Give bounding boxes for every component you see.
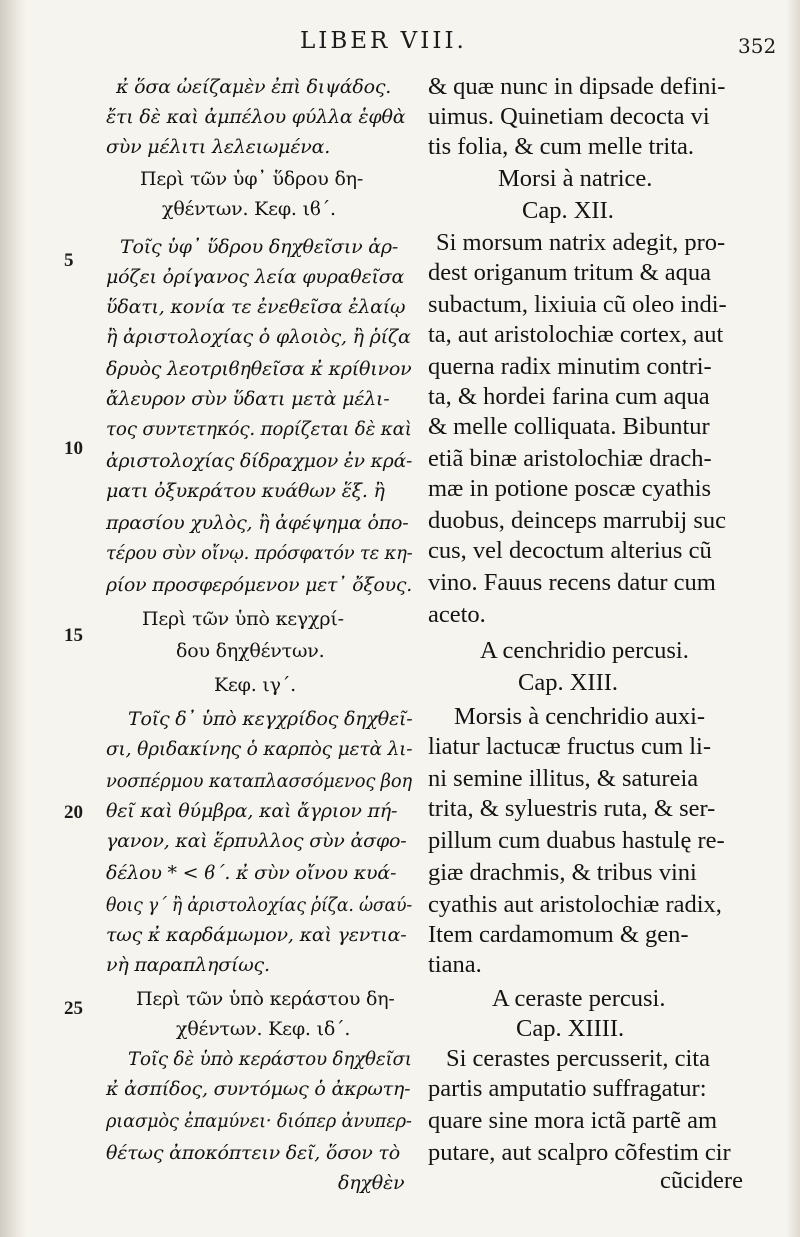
latin-line: putare, aut scalpro cõfestim cir <box>428 1139 731 1166</box>
greek-line: νὴ παραπλησίως. <box>106 954 270 976</box>
latin-line: uimus. Quinetiam decocta vi <box>428 103 710 130</box>
greek-line: τως κ̓ καρδάμωμον, καὶ γεντια- <box>106 924 407 946</box>
line-number: 20 <box>64 802 83 823</box>
latin-line: aceto. <box>428 601 486 628</box>
greek-line: ἔτι δὲ καὶ ἀμπέλου φύλλα ἑφθὰ <box>106 106 406 128</box>
greek-line: γανον, καὶ ἕρπυλλος σὺν ἀσφο- <box>106 830 407 852</box>
latin-line: ni semine illitus, & satureia <box>428 765 699 792</box>
latin-line: partis amputatio suffragatur: <box>428 1075 707 1102</box>
latin-line: Morsis à cenchridio auxi- <box>454 703 706 730</box>
latin-line: liatur lactucæ fructus cum li- <box>428 733 712 760</box>
latin-line: tis folia, & cum melle trita. <box>428 133 695 160</box>
line-number: 15 <box>64 625 83 646</box>
line-number: 5 <box>64 250 74 271</box>
greek-chapter-heading: χθέντων. Κεφ. ιδ΄. <box>176 1018 351 1040</box>
greek-line: ρίον προσφερόμενον μετ᾽ ὄξους. <box>106 574 413 596</box>
latin-chapter-heading: Cap. XII. <box>522 197 614 224</box>
latin-line: etiã binæ aristolochiæ drach- <box>428 445 712 472</box>
greek-line: νοσπέρμου καταπλασσόμενος βοη <box>106 770 412 792</box>
greek-line: θοις γ΄ ἢ ἀριστολοχίας ῥίζα. ὡσαύ- <box>106 894 413 916</box>
latin-line: Si morsum natrix adegit, pro- <box>436 229 726 256</box>
greek-chapter-heading: Κεφ. ιγ΄. <box>214 674 296 696</box>
latin-line: Si cerastes percusserit, cita <box>446 1045 710 1072</box>
greek-line: μόζει ὀρίγανος λεία φυραθεῖσα <box>106 266 405 288</box>
line-number: 10 <box>64 438 83 459</box>
latin-line: cyathis aut aristolochiæ radix, <box>428 891 722 918</box>
greek-line: τέρου σὺν οἴνῳ. πρόσφατόν τε κη- <box>106 542 413 564</box>
greek-line: σι, θριδακίνης ὁ καρπὸς μετὰ λι- <box>106 738 413 760</box>
latin-line: subactum, lixiuia cũ oleo indi- <box>428 291 727 318</box>
greek-line: δέλου * < ϐ΄. κ̓ σὺν οἴνου κυά- <box>106 862 397 884</box>
greek-line: θεῖ καὶ θύμβρα, καὶ ἄγριον πή- <box>106 800 398 822</box>
latin-line: vino. Fauus recens datur cum <box>428 569 716 596</box>
latin-line: querna radix minutim contri- <box>428 353 712 380</box>
latin-line: & quæ nunc in dipsade defini- <box>428 73 726 100</box>
greek-line: κ̓ ὅσα ὠείζαμὲν ἐπὶ διψάδος. <box>116 76 392 98</box>
latin-line: duobus, deinceps marrubij suc <box>428 507 727 534</box>
greek-line: Τοῖς δὲ ὑπὸ κεράστου δηχθεῖσι <box>128 1048 412 1070</box>
latin-line: ta, aut aristolochiæ cortex, aut <box>428 321 724 348</box>
latin-line: Item cardamomum & gen- <box>428 921 689 948</box>
latin-chapter-heading: Cap. XIII. <box>518 669 619 696</box>
latin-section-heading: A cenchridio percusi. <box>480 637 689 664</box>
greek-line: σὺν μέλιτι λελειωμένα. <box>106 136 331 158</box>
page-binding-shadow <box>0 0 26 1237</box>
greek-line: θέτως ἀποκόπτειν δεῖ, ὅσον τὸ <box>106 1142 400 1164</box>
greek-line: Τοῖς ὑφ᾽ ὕδρου δηχθεῖσιν ἁρ- <box>120 236 399 258</box>
greek-chapter-heading: χθέντων. Κεφ. ιϐ΄. <box>162 198 336 220</box>
latin-line: trita, & syluestris ruta, & ser- <box>428 795 716 822</box>
latin-line: dest origanum tritum & aqua <box>428 259 712 286</box>
latin-catchword: cũcidere <box>660 1167 743 1194</box>
latin-line: mæ in potione poscæ cyathis <box>428 475 712 502</box>
greek-line: ἄλευρον σὺν ὕδατι μετὰ μέλι- <box>106 388 390 410</box>
greek-section-heading: Περὶ τῶν ὑπὸ κεγχρί- <box>142 608 344 630</box>
latin-line: & melle colliquata. Bibuntur <box>428 413 710 440</box>
greek-line: Τοῖς δ᾽ ὑπὸ κεγχρίδος δηχθεῖ- <box>128 708 413 730</box>
greek-line: ἢ ἀριστολοχίας ὁ φλοιὸς, ἢ ῥίζα <box>106 326 411 348</box>
greek-line: δρυὸς λεοτριϐηθεῖσα κ̓ κρίθινον <box>106 358 412 380</box>
latin-line: ta, & hordei farina cum aqua <box>428 383 710 410</box>
greek-line: τος συντετηκός. πορίζεται δὲ καὶ <box>106 418 412 440</box>
greek-section-heading: Περὶ τῶν ὑφ᾽ ὕδρου δη- <box>140 168 364 190</box>
greek-line: ματι ὀξυκράτου κυάθων ἕξ. ἢ <box>106 480 385 502</box>
greek-line: ἀριστολοχίας δίδραχμον ἐν κρά- <box>106 450 413 472</box>
greek-section-heading: δου δηχθέντων. <box>176 640 325 662</box>
page-edge-shadow <box>786 0 800 1237</box>
latin-section-heading: Morsi à natrice. <box>498 165 653 192</box>
greek-line: πρασίου χυλὸς, ἢ ἀφέψημα ὁπο- <box>106 512 409 534</box>
greek-section-heading: Περὶ τῶν ὑπὸ κεράστου δη- <box>136 988 395 1010</box>
latin-line: quare sine mora ictã partẽ am <box>428 1107 718 1134</box>
folio-number: 352 <box>738 34 777 58</box>
latin-line: tiana. <box>428 951 482 978</box>
running-title: LIBER VIII. <box>300 28 467 54</box>
latin-line: cus, vel decoctum alterius cũ <box>428 537 712 564</box>
greek-line: ὕδατι, κονία τε ἐνεθεῖσα ἐλαίῳ <box>106 296 406 318</box>
line-number: 25 <box>64 998 83 1019</box>
latin-line: pillum cum duabus hastulę re- <box>428 827 725 854</box>
latin-line: giæ drachmis, & tribus vini <box>428 859 697 886</box>
greek-line: κ̓ ἀσπίδος, συντόμως ὁ ἀκρωτη- <box>106 1078 411 1100</box>
greek-line: ριασμὸς ἐπαμύνει· διόπερ ἀνυπερ- <box>106 1110 412 1132</box>
greek-catchword: δηχθὲν <box>338 1172 405 1194</box>
latin-section-heading: A ceraste percusi. <box>492 985 666 1012</box>
latin-chapter-heading: Cap. XIIII. <box>516 1015 625 1042</box>
